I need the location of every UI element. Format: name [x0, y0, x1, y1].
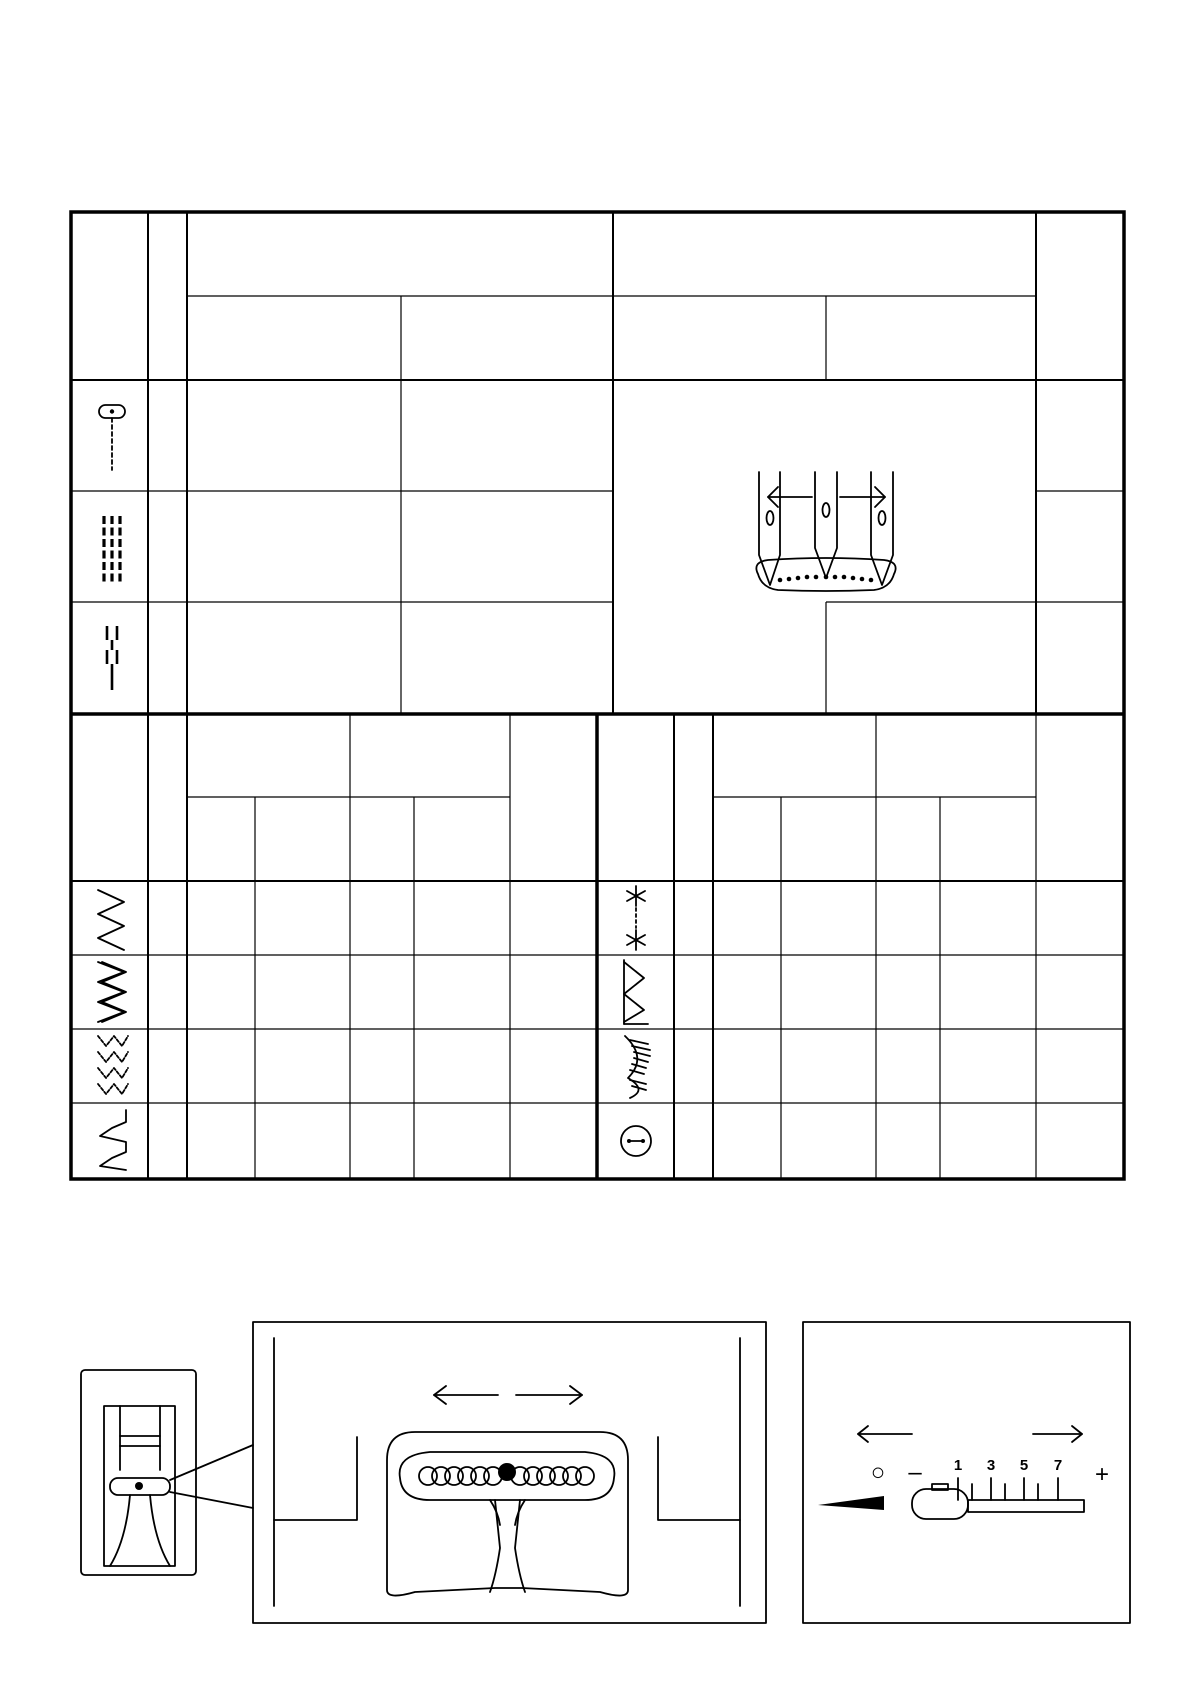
- lower-right-grid: [597, 714, 1124, 1179]
- dial-number-3: 3: [986, 1457, 996, 1474]
- straight-stitch-center-icon: [99, 405, 125, 470]
- pointer-wedge-icon: [818, 1496, 884, 1510]
- dial-minus-symbol: –: [908, 1459, 922, 1486]
- zigzag-stitch-icon: [98, 890, 124, 950]
- presser-foot-illustration: [81, 1370, 253, 1575]
- feather-stitch-icon: [627, 886, 645, 950]
- triple-zigzag-stitch-icon: [98, 962, 126, 1022]
- stitch-settings-table: [71, 212, 1124, 1179]
- satin-scallop-stitch-icon: [625, 1036, 650, 1098]
- dial-number-5: 5: [1019, 1457, 1029, 1474]
- saddle-stitch-icon: [107, 626, 117, 690]
- needle-position-illustration: [756, 472, 895, 591]
- dial-zero-symbol: ○: [870, 1459, 886, 1486]
- lower-left-grid: [71, 714, 597, 1179]
- button-sewing-icon: [621, 1126, 651, 1156]
- triple-straight-stitch-icon: [104, 516, 120, 583]
- needle-plate-closeup: [253, 1322, 766, 1623]
- blind-hem-stitch-icon: [100, 1110, 126, 1170]
- upper-grid: [71, 212, 1124, 714]
- dial-number-7: 7: [1053, 1457, 1063, 1474]
- dial-plus-symbol: +: [1094, 1461, 1110, 1488]
- dial-number-1: 1: [953, 1457, 963, 1474]
- needle-position-dial: [803, 1322, 1130, 1623]
- overlock-stitch-icon: [624, 960, 648, 1024]
- multi-zigzag-stitch-icon: [98, 1036, 128, 1094]
